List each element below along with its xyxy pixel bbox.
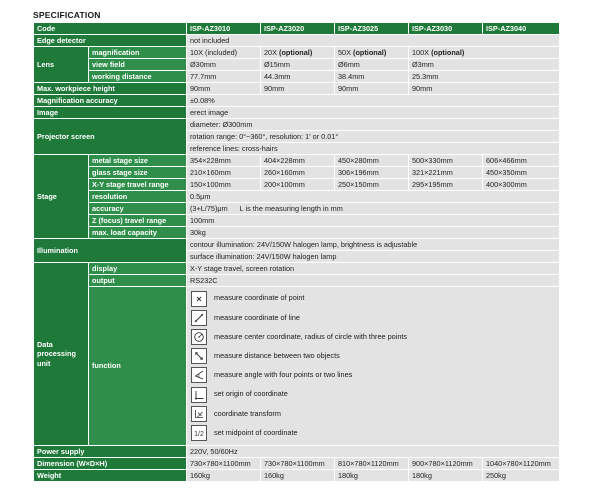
dimension-3: 810×780×1120mm <box>335 457 409 469</box>
header-row <box>34 23 560 35</box>
illumination-line-1: contour illumination: 24V/150W halogen lamp, brightness is adjustable <box>187 239 560 251</box>
max-height-label: Max. workpiece height <box>34 83 187 95</box>
illumination-line-2: surface illumination: 24V/150W halogen lamp <box>187 251 560 263</box>
travel-range-1: 150×100mm <box>187 179 261 191</box>
circle-icon <box>191 329 207 345</box>
function-item: 1/2 set midpoint of coordinate <box>190 423 556 442</box>
output-label: output <box>89 275 187 287</box>
resolution-label: resolution <box>89 191 187 203</box>
projector-label: Projector screen <box>34 119 187 155</box>
glass-stage-label: glass stage size <box>89 167 187 179</box>
model-1: ISP-AZ3010 <box>187 23 261 35</box>
weight-3: 180kg <box>335 469 409 481</box>
svg-text:1/2: 1/2 <box>194 430 204 438</box>
display-row <box>34 263 560 275</box>
working-distance-1: 77.7mm <box>187 71 261 83</box>
metal-stage-1: 354×228mm <box>187 155 261 167</box>
max-height-row <box>34 83 560 95</box>
projector-line-1: diameter: Ø300mm <box>187 119 560 131</box>
metal-stage-2: 404×228mm <box>261 155 335 167</box>
image-label: Image <box>34 107 187 119</box>
illumination-row-1 <box>34 239 560 251</box>
z-travel-value: 100mm <box>187 215 560 227</box>
dimension-5: 1040×780×1120mm <box>483 457 560 469</box>
edge-detector-value: not included <box>187 35 560 47</box>
travel-range-2: 200×100mm <box>261 179 335 191</box>
output-value: RS232C <box>187 275 560 287</box>
mag-accuracy-row <box>34 95 560 107</box>
magnification-1: 10X (included) <box>187 47 261 59</box>
max-height-1: 90mm <box>187 83 261 95</box>
magnification-4: 100X (optional) <box>409 47 560 59</box>
lens-label: Lens <box>34 47 89 83</box>
model-4: ISP-AZ3030 <box>409 23 483 35</box>
working-distance-3: 38.4mm <box>335 71 409 83</box>
projector-row-1 <box>34 119 560 131</box>
magnification-label: magnification <box>89 47 187 59</box>
data-processing-label: Data processing unit <box>34 263 89 446</box>
stage-z-travel-row <box>34 215 560 227</box>
view-field-label: view field <box>89 59 187 71</box>
stage-travel-row <box>34 179 560 191</box>
metal-stage-5: 606×466mm <box>483 155 560 167</box>
function-item: measure angle with four points or two lines <box>190 366 556 385</box>
image-row <box>34 107 560 119</box>
weight-label: Weight <box>34 469 187 481</box>
max-height-3: 90mm <box>335 83 409 95</box>
weight-1: 160kg <box>187 469 261 481</box>
mag-accuracy-value: ±0.08% <box>187 95 560 107</box>
model-2: ISP-AZ3020 <box>261 23 335 35</box>
max-height-2: 90mm <box>261 83 335 95</box>
view-field-3: Ø6mm <box>335 59 409 71</box>
function-row <box>34 287 560 446</box>
stage-glass-row <box>34 167 560 179</box>
metal-stage-label: metal stage size <box>89 155 187 167</box>
weight-row <box>34 469 560 481</box>
lens-working-distance-row <box>34 71 560 83</box>
origin-icon <box>191 387 207 403</box>
illumination-label: Illumination <box>34 239 187 263</box>
magnification-2: 20X (optional) <box>261 47 335 59</box>
dimension-label: Dimension (W×D×H) <box>34 457 187 469</box>
model-5: ISP-AZ3040 <box>483 23 560 35</box>
mag-accuracy-label: Magnification accuracy <box>34 95 187 107</box>
power-value: 220V, 50/60Hz <box>187 445 560 457</box>
view-field-2: Ø15mm <box>261 59 335 71</box>
edge-detector-label: Edge detector <box>34 35 187 47</box>
lens-magnification-row <box>34 47 560 59</box>
weight-4: 180kg <box>409 469 483 481</box>
stage-accuracy-row <box>34 203 560 215</box>
travel-range-4: 295×195mm <box>409 179 483 191</box>
projector-line-2: rotation range: 0°~360°, resolution: 1' or 0.01° <box>187 131 560 143</box>
working-distance-4: 25.3mm <box>409 71 560 83</box>
projector-line-3: reference lines: cross-hairs <box>187 143 560 155</box>
function-item: measure coordinate of point <box>190 289 556 308</box>
view-field-1: Ø30mm <box>187 59 261 71</box>
image-value: erect image <box>187 107 560 119</box>
glass-stage-2: 260×160mm <box>261 167 335 179</box>
function-item: coordinate transform <box>190 404 556 423</box>
dimension-2: 730×780×1100mm <box>261 457 335 469</box>
point-icon <box>191 291 207 307</box>
view-field-4: Ø3mm <box>409 59 560 71</box>
stage-metal-row <box>34 155 560 167</box>
travel-range-5: 400×300mm <box>483 179 560 191</box>
function-item: measure coordinate of line <box>190 308 556 327</box>
lens-view-field-row <box>34 59 560 71</box>
glass-stage-1: 210×160mm <box>187 167 261 179</box>
working-distance-label: working distance <box>89 71 187 83</box>
function-label: function <box>89 287 187 446</box>
glass-stage-4: 321×221mm <box>409 167 483 179</box>
power-label: Power supply <box>34 445 187 457</box>
specification-table <box>33 22 560 482</box>
working-distance-2: 44.3mm <box>261 71 335 83</box>
line-icon <box>191 310 207 326</box>
function-item: set origin of coordinate <box>190 385 556 404</box>
output-row <box>34 275 560 287</box>
weight-5: 250kg <box>483 469 560 481</box>
glass-stage-5: 450×350mm <box>483 167 560 179</box>
max-load-value: 30kg <box>187 227 560 239</box>
transform-icon <box>191 406 207 422</box>
magnification-3: 50X (optional) <box>335 47 409 59</box>
function-item: measure center coordinate, radius of circle with three points <box>190 327 556 346</box>
model-3: ISP-AZ3025 <box>335 23 409 35</box>
edge-detector-row <box>34 35 560 47</box>
glass-stage-3: 306×196mm <box>335 167 409 179</box>
z-travel-label: Z (focus) travel range <box>89 215 187 227</box>
dimension-4: 900×780×1120mm <box>409 457 483 469</box>
power-row <box>34 445 560 457</box>
max-height-4: 90mm <box>409 83 560 95</box>
max-load-label: max. load capacity <box>89 227 187 239</box>
stage-resolution-row <box>34 191 560 203</box>
code-label: Code <box>34 23 187 35</box>
page-title: SPECIFICATION <box>33 10 101 20</box>
distance-icon <box>191 348 207 364</box>
function-item: measure distance between two objects <box>190 347 556 366</box>
metal-stage-4: 500×330mm <box>409 155 483 167</box>
function-list <box>187 287 560 446</box>
dimension-row <box>34 457 560 469</box>
display-label: display <box>89 263 187 275</box>
weight-2: 160kg <box>261 469 335 481</box>
stage-max-load-row <box>34 227 560 239</box>
resolution-value: 0.5μm <box>187 191 560 203</box>
stage-label: Stage <box>34 155 89 239</box>
angle-icon <box>191 367 207 383</box>
midpoint-icon <box>191 425 207 441</box>
metal-stage-3: 450×280mm <box>335 155 409 167</box>
dimension-1: 730×780×1100mm <box>187 457 261 469</box>
accuracy-label: accuracy <box>89 203 187 215</box>
display-value: X-Y stage travel, screen rotation <box>187 263 560 275</box>
accuracy-value: (3+L/75)μm L is the measuring length in mm <box>187 203 560 215</box>
travel-range-label: X-Y stage travel range <box>89 179 187 191</box>
travel-range-3: 250×150mm <box>335 179 409 191</box>
